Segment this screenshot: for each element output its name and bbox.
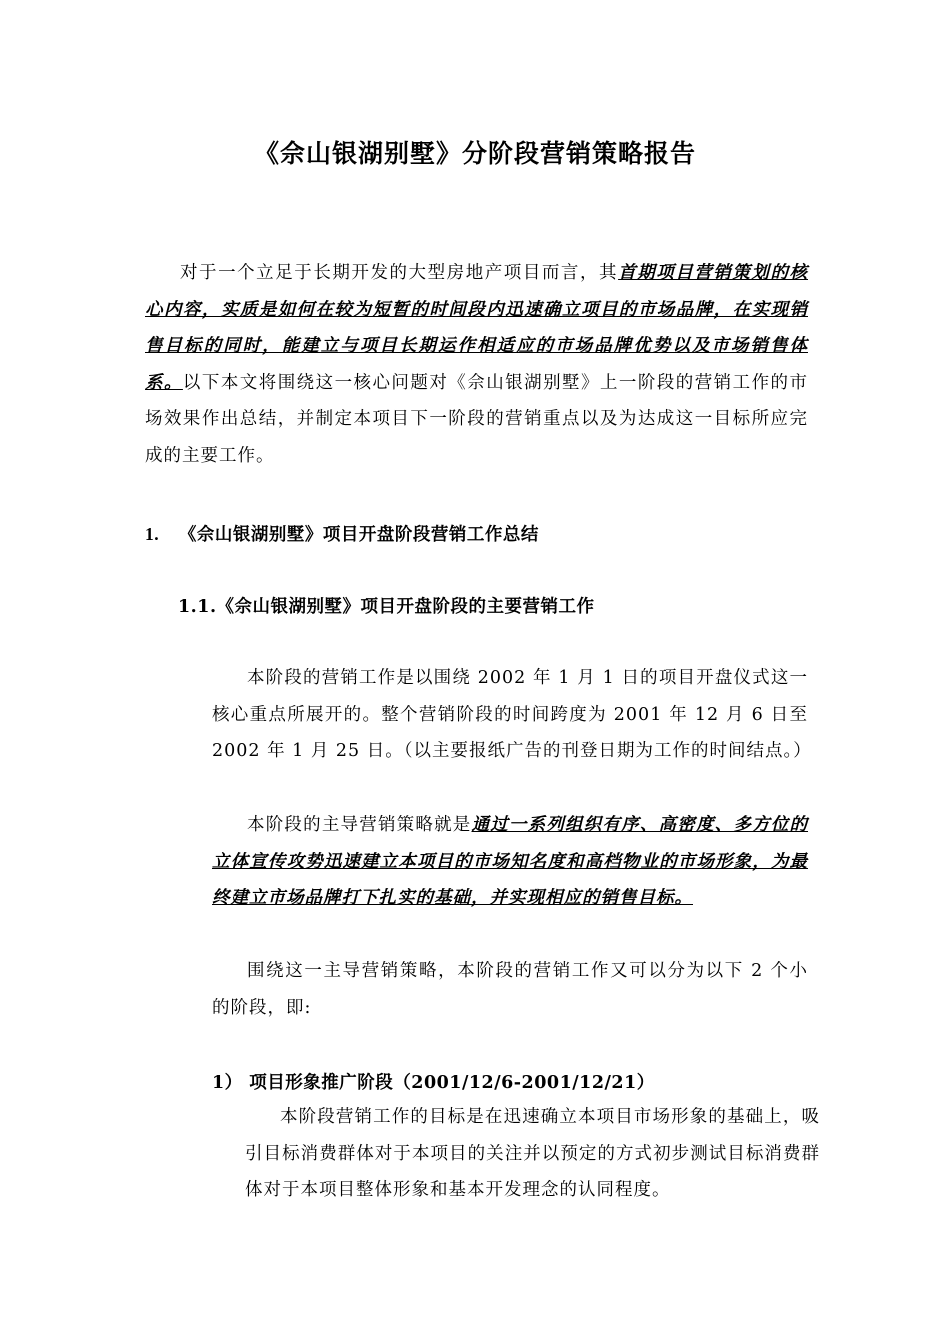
stage-1-heading: 1） 项目形象推广阶段（2001/12/6-2001/12/21） [212,1073,655,1093]
stage-1-body: 本阶段营销工作的目标是在迅速确立本项目市场形象的基础上，吸引目标消费群体对于本项目的关注并以预定的方式初步测试目标消费群体对于本项目整体形象和基本开发理念的认同程度。 [245,1107,820,1200]
strategy-emphasis: 通过一系列组织有序、高密度、多方位的立体宣传攻势迅速建立本项目的市场知名度和高档物业的市场形象，为最终建立市场品牌打下扎实的基础，并实现相应的销售目标。 [212,815,809,908]
strategy-lead: 本阶段的主导营销策略就是 [247,815,472,835]
section-1-title: 《佘山银湖别墅》项目开盘阶段营销工作总结 [178,525,539,545]
section-1-heading [145,521,539,546]
document-title: 《佘山银湖别墅》分阶段营销策略报告 [253,139,696,168]
intro-lead: 对于一个立足于长期开发的大型房地产项目而言，其 [180,263,619,283]
section-1-1-paragraph-3: 围绕这一主导营销策略，本阶段的营销工作又可以分为以下 2 个小的阶段，即: [212,961,808,1018]
intro-paragraph [145,255,808,474]
section-1-1-paragraph-1: 本阶段的营销工作是以围绕 2002 年 1 月 1 日的项目开盘仪式这一核心重点所展开的。整个营销阶段的时间跨度为 2001 年 12 月 6 日至 2002 年 1 月 25 日。（以主要报纸广告的刊登日期为工作的时间结点。） [212,668,812,761]
intro-emphasis: 首期项目营销策划的核心内容，实质是如何在较为短暂的时间段内迅速确立项目的市场品牌，在实现销售目标的同时，能建立与项目长期运作相适应的市场品牌优势以及市场销售体系。 [145,263,808,393]
section-1-1-paragraph-2 [212,807,808,917]
intro-tail: 以下本文将围绕这一核心问题对《佘山银湖别墅》上一阶段的营销工作的市场效果作出总结，并制定本项目下一阶段的营销重点以及为达成这一目标所应完成的主要工作。 [145,372,809,466]
section-1-1-heading: 1.1.《佘山银湖别墅》项目开盘阶段的主要营销工作 [178,597,595,617]
section-1-number: 1. [145,524,160,544]
